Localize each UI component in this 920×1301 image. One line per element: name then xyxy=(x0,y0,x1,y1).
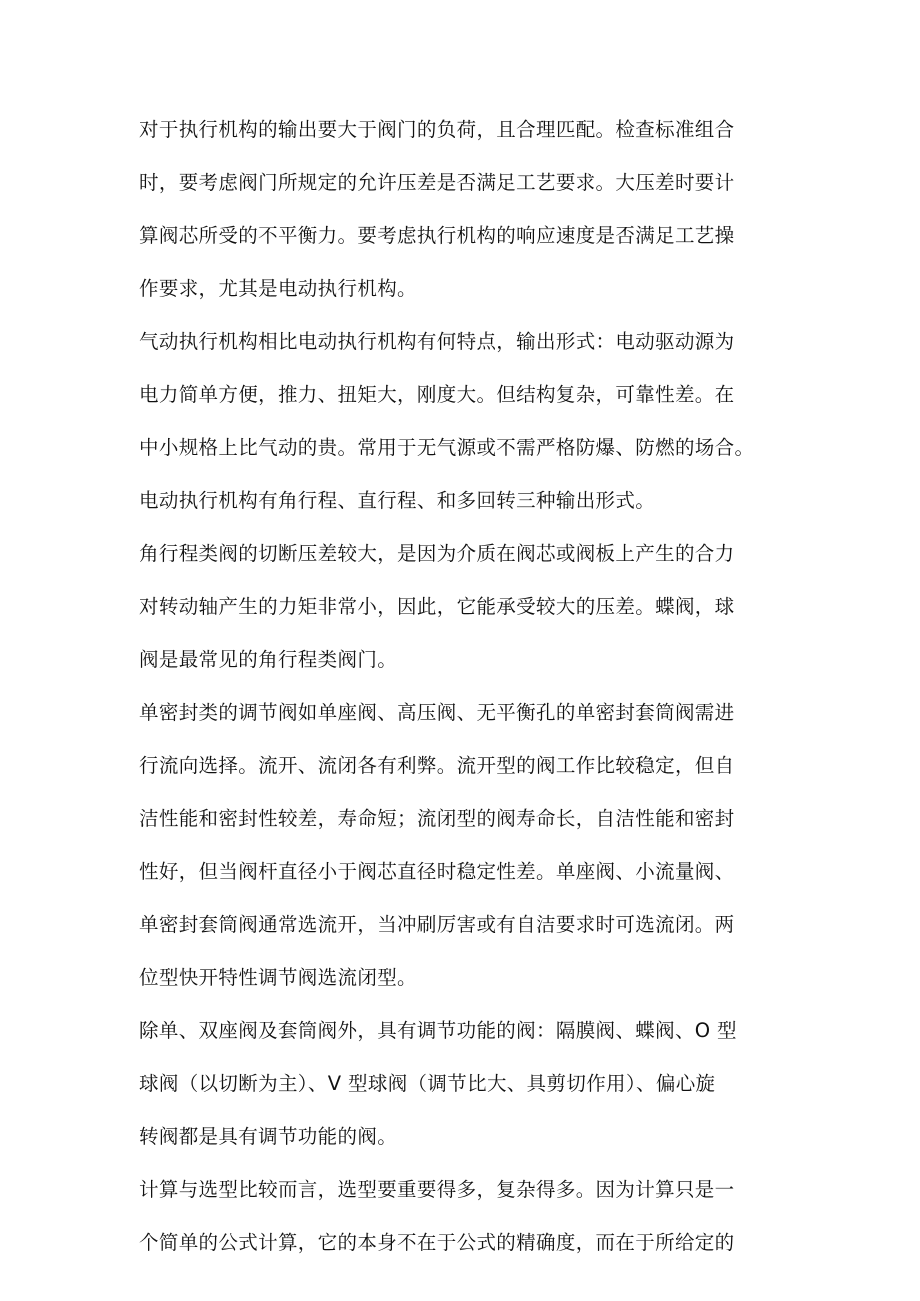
text-line: 性好，但当阀杆直径小于阀芯直径时稳定性差。单座阀、小流量阀、 xyxy=(139,860,735,883)
text-line: 计算与选型比较而言，选型要重要得多，复杂得多。因为计算只是一 xyxy=(139,1178,735,1201)
text-line: 对于执行机构的输出要大于阀门的负荷，且合理匹配。检查标准组合 xyxy=(139,118,735,141)
text-line: 位型快开特性调节阀选流闭型。 xyxy=(139,966,417,989)
text-line: 球阀（以切断为主）、V 型球阀（调节比大、具剪切作用）、偏心旋 xyxy=(139,1072,716,1095)
text-line: 气动执行机构相比电动执行机构有何特点，输出形式：电动驱动源为 xyxy=(139,330,735,353)
text-line: 时，要考虑阀门所规定的允许压差是否满足工艺要求。大压差时要计 xyxy=(139,171,735,194)
text-line: 角行程类阀的切断压差较大，是因为介质在阀芯或阀板上产生的合力 xyxy=(139,542,735,565)
text-line: 作要求，尤其是电动执行机构。 xyxy=(139,277,417,300)
text-line: 单密封套筒阀通常选流开，当冲刷厉害或有自洁要求时可选流闭。两 xyxy=(139,913,735,936)
text-line: 阀是最常见的角行程类阀门。 xyxy=(139,648,398,671)
text-line: 行流向选择。流开、流闭各有利弊。流开型的阀工作比较稳定，但自 xyxy=(139,754,735,777)
text-line: 单密封类的调节阀如单座阀、高压阀、无平衡孔的单密封套筒阀需进 xyxy=(139,701,735,724)
text-line: 对转动轴产生的力矩非常小，因此，它能承受较大的压差。蝶阀，球 xyxy=(139,595,735,618)
text-line: 洁性能和密封性较差，寿命短；流闭型的阀寿命长，自洁性能和密封 xyxy=(139,807,735,830)
text-line: 转阀都是具有调节功能的阀。 xyxy=(139,1125,398,1148)
text-line: 个简单的公式计算，它的本身不在于公式的精确度，而在于所给定的 xyxy=(139,1231,735,1254)
text-line: 中小规格上比气动的贵。常用于无气源或不需严格防爆、防燃的场合。 xyxy=(139,436,755,459)
text-line: 除单、双座阀及套筒阀外，具有调节功能的阀：隔膜阀、蝶阀、O 型 xyxy=(139,1019,737,1042)
text-line: 算阀芯所受的不平衡力。要考虑执行机构的响应速度是否满足工艺操 xyxy=(139,224,735,247)
text-line: 电力简单方便，推力、扭矩大，刚度大。但结构复杂，可靠性差。在 xyxy=(139,383,735,406)
text-line: 电动执行机构有角行程、直行程、和多回转三种输出形式。 xyxy=(139,489,656,512)
